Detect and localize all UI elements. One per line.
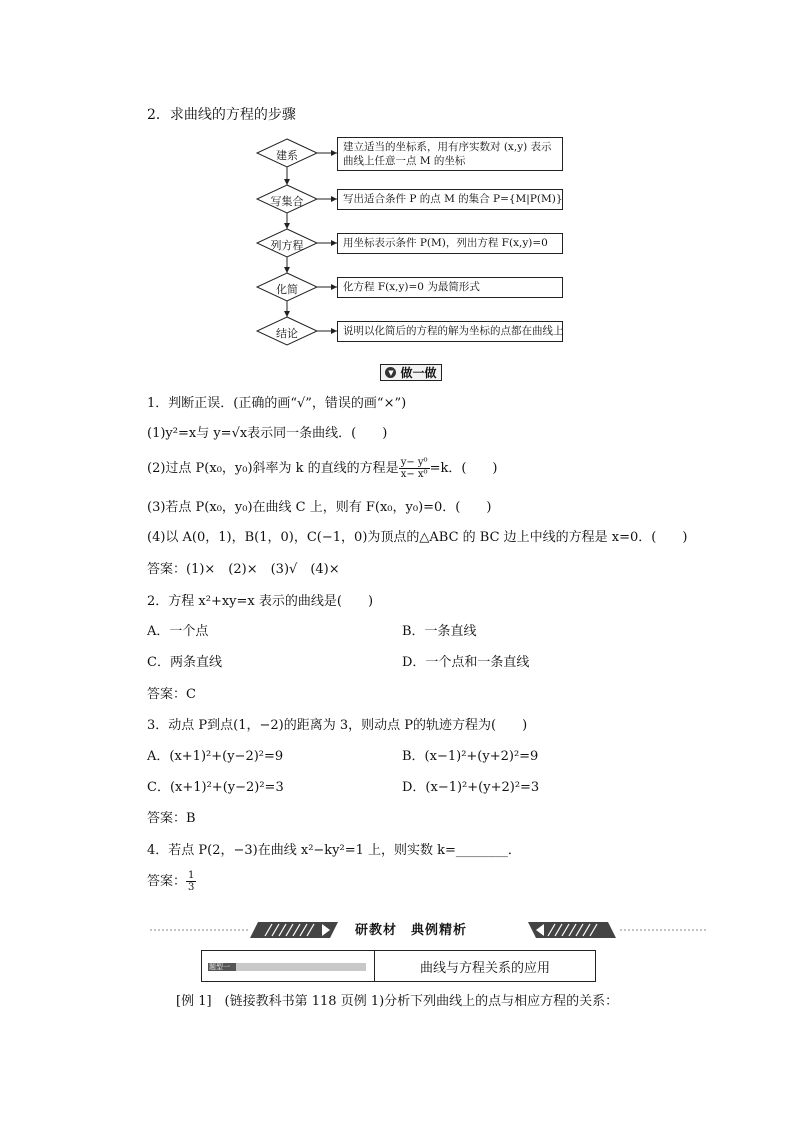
q2-answer: 答案：C [147,687,196,702]
flow-desc-4: 化方程 F(x,y)=0 为最简形式 [337,277,563,298]
flow-desc-2: 写出适合条件 P 的点 M 的集合 P={M|P(M)} [337,189,563,210]
slope-fraction [399,457,430,480]
q1-item-2-tail: =k．( ) [429,461,498,476]
flow-node-4: 化简 [276,283,298,296]
q1-stem: 1．判断正误．(正确的画“√”，错误的画“×”) [147,396,407,411]
flow-node-2: 写集合 [270,195,304,208]
answer-fraction [186,870,196,893]
section-heading: 2．求曲线的方程的步骤 [147,107,296,123]
answer-numerator: 1 [188,870,195,881]
q4-stem: 4．若点 P(2，−3)在曲线 x²−ky²=1 上，则实数 k=________． [147,843,521,858]
q4-answer-line [147,870,196,893]
flow-node-3: 列方程 [270,239,304,252]
topic-title: 曲线与方程关系的应用 [419,960,550,976]
q3-stem: 3．动点 P到点(1，−2)的距离为 3，则动点 P的轨迹方程为( ) [147,718,528,733]
q1-answer: 答案：(1)× (2)× (3)√ (4)× [147,562,340,577]
q1-item-2: (2)过点 P(x₀，y₀)斜率为 k 的直线的方程是 [147,461,399,476]
q1-item-2-line [147,457,497,480]
q3-answer: 答案：B [147,811,196,826]
q3-option-c: C．(x+1)²+(y−2)²=3 [147,780,284,795]
q3-option-d: D．(x−1)²+(y+2)²=3 [402,780,540,795]
topic-tag-label: 题型一 [209,963,230,971]
q2-option-a: A．一个点 [147,624,209,639]
section-banner-title: 研教材 典例精析 [355,923,468,938]
q2-option-d: D．一个点和一条直线 [402,655,530,670]
q1-item-4: (4)以 A(0，1)，B(1，0)，C(−1，0)为顶点的△ABC 的 BC 边上中线的方程是 x=0．( ) [147,530,688,545]
fraction-denominator: x− x⁰ [400,469,428,480]
triangle-down-icon: ▼ [385,367,396,378]
topic-box [201,950,596,982]
practice-badge-label: 做一做 [400,366,437,380]
flow-desc-1: 建立适当的坐标系，用有序实数对 (x,y) 表示曲线上任意一点 M 的坐标 [337,137,563,171]
flow-node-5: 结论 [276,327,298,340]
q2-stem: 2．方程 x²+xy=x 表示的曲线是( ) [147,594,374,609]
q3-option-b: B．(x−1)²+(y+2)²=9 [402,749,539,764]
q2-option-c: C．两条直线 [147,655,222,670]
flow-desc-5: 说明以化简后的方程的解为坐标的点都在曲线上 [337,321,563,342]
q4-answer-label: 答案： [147,874,187,889]
fraction-numerator: y− y⁰ [400,457,428,468]
answer-denominator: 3 [188,882,195,893]
flow-node-1: 建系 [276,149,298,162]
q1-item-1: (1)y²=x与 y=√x表示同一条曲线．( ) [147,426,388,441]
q2-option-b: B．一条直线 [402,624,477,639]
q3-option-a: A．(x+1)²+(y−2)²=9 [147,749,284,764]
flow-desc-3: 用坐标表示条件 P(M)，列出方程 F(x,y)=0 [337,233,563,254]
q1-item-3: (3)若点 P(x₀，y₀)在曲线 C 上，则有 F(x₀，y₀)=0．( ) [147,500,492,515]
example-1: [例 1] (链接教科书第 118 页例 1)分析下列曲线上的点与相应方程的关系： [176,994,619,1009]
practice-badge [380,364,442,381]
topic-tag-area [202,951,375,981]
